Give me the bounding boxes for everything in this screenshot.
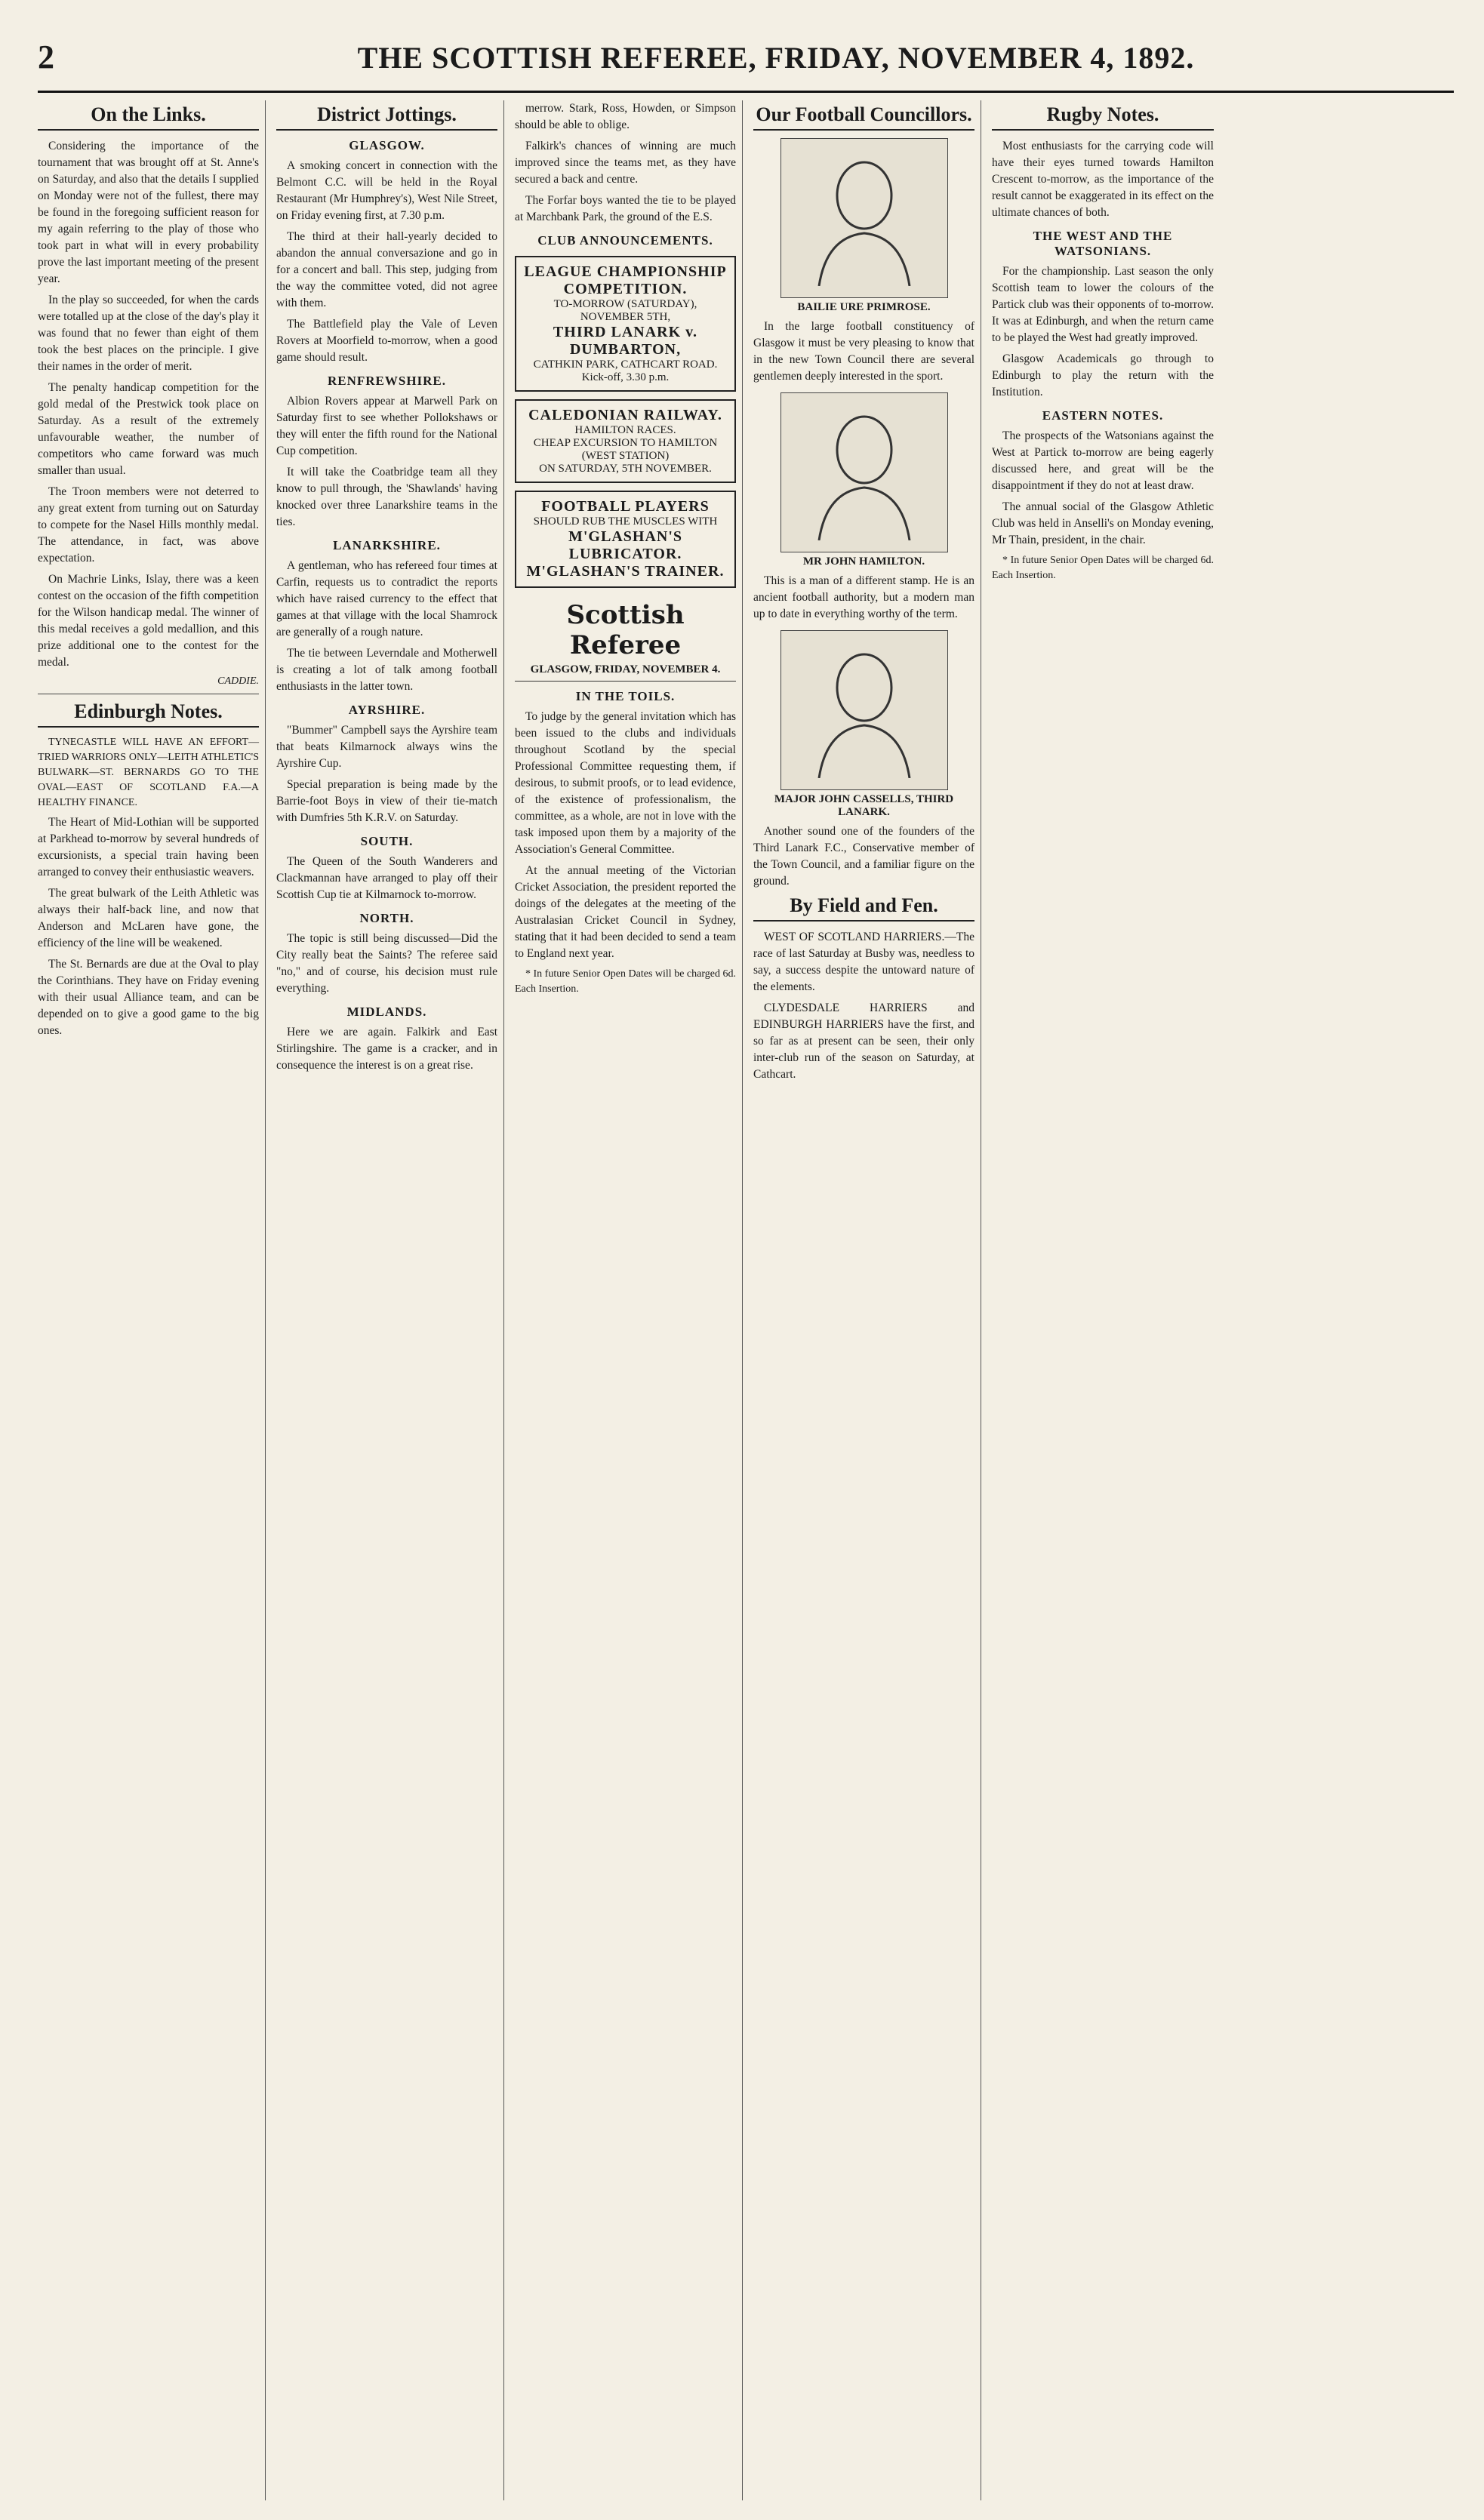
section-heading: District Jottings.	[276, 103, 497, 131]
subsection-heading: GLASGOW.	[349, 138, 425, 152]
section-heading: On the Links.	[38, 103, 259, 131]
ad-line: FOOTBALL PLAYERS	[541, 498, 710, 515]
ad-line: M'GLASHAN'S TRAINER.	[526, 563, 725, 580]
portrait-icon	[811, 642, 917, 778]
portrait-caption: MAJOR JOHN CASSELLS, THIRD LANARK.	[774, 793, 954, 818]
paragraph: At the annual meeting of the Victorian Cricket Association, the president reported the doings of the delegates at the meeting of the Australasian Cricket Council in Sydney, stating that it had been decided to send a team to England next year.	[515, 864, 736, 960]
paragraph: The third at their hall-yearly decided to abandon the annual conversazione and go in for a concert and ball. This step, judging from the way the committee voted, did not agree with them.	[276, 230, 497, 309]
subheading: TYNECASTLE WILL HAVE AN EFFORT—TRIED WARRIORS ONLY—LEITH ATHLETIC'S BULWARK—ST. BERNARDS GO TO THE OVAL—EAST OF SCOTLAND F.A.—A HEALTHY FINANCE.	[38, 737, 259, 808]
paragraph: The prospects of the Watsonians against the West at Partick to-morrow are being eagerly discussed here, and great will be the disappointment if they do not at least draw.	[992, 429, 1214, 492]
ad-line: CHEAP EXCURSION TO HAMILTON (WEST STATION)	[533, 437, 718, 462]
portrait-engraving	[780, 630, 948, 790]
paragraph: The annual social of the Glasgow Athletic Club was held in Anselli's on Monday evening, Mr Thain, president, in the chair.	[992, 500, 1214, 546]
section-heading: Our Football Councillors.	[753, 103, 974, 131]
paragraph: To judge by the general invitation which has been issued to the clubs and individuals throughout Scotland by the special Professional Committee requesting them, if desirous, to submit proofs, or to lead evidence, of the existence of professionalism, the committee, as a whole, are not in love with the task imposed upon them by a majority of the Association's General Committee.	[515, 710, 736, 856]
portrait-engraving	[780, 138, 948, 298]
ad-line: Kick-off, 3.30 p.m.	[581, 371, 670, 383]
paragraph: A smoking concert in connection with the Belmont C.C. will be held in the Royal Restaurant (Mr Humphrey's), West Nile Street, on Friday evening first, at 7.30 p.m.	[276, 159, 497, 222]
ad-line: THIRD LANARK v. DUMBARTON,	[553, 324, 698, 358]
paragraph: merrow. Stark, Ross, Howden, or Simpson should be able to oblige.	[515, 102, 736, 131]
paragraph: The topic is still being discussed—Did the City really beat the Saints? The referee said "no," and of course, his decision must rule everything.	[276, 932, 497, 995]
paragraph: Considering the importance of the tournament that was brought off at St. Anne's on Saturday, and also that the details I supplied on Monday were not of the fullest, there may be found in the foregoing sufficient reason for my again referring to the play of those who took part in what will in every probability prove the last important meeting of the present year.	[38, 140, 259, 285]
section-heading: By Field and Fen.	[753, 894, 974, 922]
subsection-heading: RENFREWSHIRE.	[327, 374, 447, 388]
advertisement-lubricator	[515, 491, 736, 588]
paragraph: A gentleman, who has refereed four times at Carfin, requests us to contradict the reports which have raised currency to the effect that games at that village with the local Shamrock are generally of a rough nature.	[276, 559, 497, 638]
subsection-heading: EASTERN NOTES.	[1042, 408, 1164, 423]
newspaper-title: THE SCOTTISH REFEREE, FRIDAY, NOVEMBER 4, 1892.	[357, 41, 1195, 75]
ad-line: M'GLASHAN'S LUBRICATOR.	[568, 528, 683, 562]
paragraph: The penalty handicap competition for the gold medal of the Prestwick took place on Saturday. As a result of the extremely unfavourable weather, the number of competitors who came forward was much smaller than usual.	[38, 381, 259, 477]
section-heading: Rugby Notes.	[992, 103, 1214, 131]
portrait-icon	[811, 150, 917, 286]
ad-line: LEAGUE CHAMPIONSHIP COMPETITION.	[524, 263, 727, 297]
paragraph: WEST OF SCOTLAND HARRIERS.—The race of last Saturday at Busby was, needless to say, a success despite the untoward nature of the elements.	[753, 931, 974, 993]
section-heading: Edinburgh Notes.	[38, 700, 259, 728]
ad-line: CATHKIN PARK, CATHCART ROAD.	[533, 358, 718, 371]
portrait-icon	[811, 405, 917, 540]
paragraph: This is a man of a different stamp. He is an ancient football authority, but a modern man up to date in everything worthy of the term.	[753, 574, 974, 620]
paragraph: Glasgow Academicals go through to Edinburgh to play the return with the Institution.	[992, 352, 1214, 398]
subsection-heading: CLUB ANNOUNCEMENTS.	[537, 233, 713, 248]
paper-nameplate: Scottish Referee	[566, 600, 685, 660]
footer-note: * In future Senior Open Dates will be charged 6d. Each Insertion.	[515, 968, 736, 995]
paragraph: The Troon members were not deterred to any great extent from turning out on Saturday to compete for the Nasel Hills monthly medal. The attendance, in fact, was above expectation.	[38, 485, 259, 565]
paragraph: On Machrie Links, Islay, there was a keen contest on the occasion of the fifth competition for the Wilson handicap medal. The winner of this medal receives a gold medallion, and this prize additional one to the contest for the medal.	[38, 573, 259, 669]
subsection-heading: SOUTH.	[360, 834, 414, 848]
ad-line: TO-MORROW (SATURDAY), NOVEMBER 5TH,	[553, 298, 697, 323]
paragraph: Albion Rovers appear at Marwell Park on Saturday first to see whether Pollokshaws or they will enter the fifth round for the National Cup competition.	[276, 395, 497, 457]
paragraph: The tie between Leverndale and Motherwell is creating a lot of talk among football enthusiasts in the latter town.	[276, 647, 497, 693]
column-football-councillors	[753, 100, 981, 2500]
subsection-heading: NORTH.	[359, 911, 414, 925]
signature: CADDIE.	[217, 675, 259, 687]
ad-line: ON SATURDAY, 5TH NOVEMBER.	[539, 463, 712, 475]
paragraph: Here we are again. Falkirk and East Stirlingshire. The game is a cracker, and in consequence the interest is on a great rise.	[276, 1026, 497, 1072]
portrait-caption: BAILIE URE PRIMROSE.	[797, 301, 931, 313]
subsection-heading: LANARKSHIRE.	[333, 538, 441, 552]
advertisement-railway	[515, 399, 736, 483]
ad-line: SHOULD RUB THE MUSCLES WITH	[533, 515, 718, 528]
paragraph: Another sound one of the founders of the Third Lanark F.C., Conservative member of the Town Council, and a familiar figure on the ground.	[753, 825, 974, 888]
ad-line: HAMILTON RACES.	[574, 424, 676, 436]
paragraph: In the large football constituency of Glasgow it must be very pleasing to know that in the new Town Council there are several gentlemen deeply interested in the sport.	[753, 320, 974, 383]
column-district-jottings	[276, 100, 504, 2500]
masthead	[38, 38, 1454, 93]
paragraph: CLYDESDALE HARRIERS and EDINBURGH HARRIERS have the first, and so far as at present can be seen, their only inter-club run of the season on Saturday, at Cathcart.	[753, 1002, 974, 1081]
paragraph: The St. Bernards are due at the Oval to play the Corinthians. They have on Friday evening with their usual Alliance team, and can be depended on to give a good game to the big ones.	[38, 958, 259, 1038]
paper-dateline: GLASGOW, FRIDAY, NOVEMBER 4.	[515, 663, 736, 682]
subsection-heading: MIDLANDS.	[346, 1005, 427, 1019]
paragraph: Most enthusiasts for the carrying code will have their eyes turned towards Hamilton Crescent to-morrow, as the importance of the result cannot be exaggerated in its effect on the ultimate chances of both.	[992, 140, 1214, 219]
subsection-heading: THE WEST AND THE WATSONIANS.	[1033, 229, 1173, 258]
paragraph: Special preparation is being made by the Barrie-foot Boys in view of their tie-match with Dumfries 5th K.R.V. on Saturday.	[276, 778, 497, 824]
paragraph: The Battlefield play the Vale of Leven Rovers at Moorfield to-morrow, when a good game should result.	[276, 318, 497, 364]
page-number: 2	[38, 38, 54, 75]
portrait-engraving	[780, 392, 948, 552]
portrait-caption: MR JOHN HAMILTON.	[802, 555, 925, 568]
paragraph: The Queen of the South Wanderers and Clackmannan have arranged to play off their Scottish Cup tie at Kilmarnock to-morrow.	[276, 855, 497, 901]
column-rugby-notes	[992, 100, 1220, 2500]
paragraph: The Forfar boys wanted the tie to be played at Marchbank Park, the ground of the E.S.	[515, 194, 736, 223]
paragraph: In the play so succeeded, for when the cards were totalled up at the close of the day's play it was found that no fewer than eight of them took the best places on the principle. I give their names in the order of merit.	[38, 294, 259, 373]
columns	[38, 100, 1454, 2500]
paragraph: For the championship. Last season the only Scottish team to lower the colours of the Partick club was their opponents of to-morrow. It was at Edinburgh, and when the return came to be played the West had greatly improved.	[992, 265, 1214, 344]
advertisement-league	[515, 256, 736, 392]
paragraph: "Bummer" Campbell says the Ayrshire team that beats Kilmarnock always wins the Ayrshire Cup.	[276, 724, 497, 770]
column-club-announcements	[515, 100, 743, 2500]
paragraph: It will take the Coatbridge team all they know to pull through, the 'Shawlands' having knocked over three Lanarkshire teams in the ties.	[276, 466, 497, 528]
footer-note: * In future Senior Open Dates will be charged 6d. Each Insertion.	[992, 555, 1214, 581]
subsection-heading: IN THE TOILS.	[575, 689, 676, 703]
paragraph: Falkirk's chances of winning are much improved since the teams met, as they have secured a back and centre.	[515, 140, 736, 186]
column-on-the-links	[38, 100, 266, 2500]
subsection-heading: AYRSHIRE.	[348, 703, 426, 717]
paragraph: The Heart of Mid-Lothian will be supported at Parkhead to-morrow by several hundreds of excursionists, a special train having been arranged to convey their enthusiastic weavers.	[38, 816, 259, 879]
paragraph: The great bulwark of the Leith Athletic was always their half-back line, and now that Anderson and McLaren have gone, the efficiency of the line will be weakened.	[38, 887, 259, 950]
ad-line: CALEDONIAN RAILWAY.	[528, 407, 722, 423]
